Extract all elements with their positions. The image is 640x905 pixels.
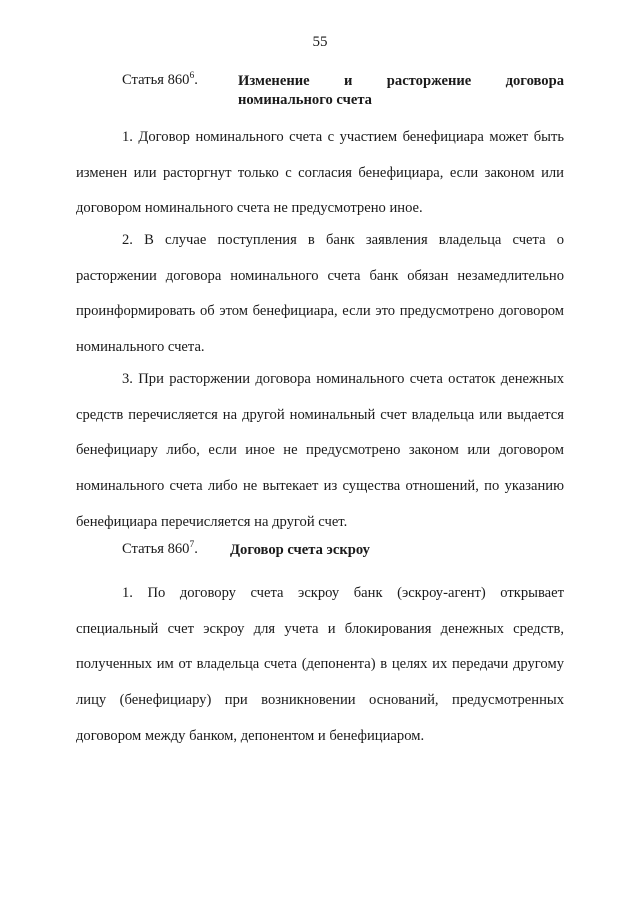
page-number: 55 [312,34,328,50]
article-label: Статья $860^6$. [122,71,198,88]
paragraph: 2. В случае поступления в банк заявления владельца счета о расторжении договора номинального счета банк обязан незамедлительно проинформировать об этом бенефициара, если это предусмотрено договором номинального счета. [76,232,564,356]
article-title: Договор счета эскроу [230,542,370,558]
article-superscript: 7 [189,540,195,550]
article-label: Статья $860^7$. [122,540,198,557]
paragraph: 3. При расторжении договора номинального счета остаток денежных средств перечисляется на другой номинальный счет владельца или выдается бенефициару либо, если иное не предусмотрено законом или договором номинального счета либо не вытекает из существа отношений, по указанию бенефициара перечисляется на другой счет. [76,371,564,530]
paragraph: 1. По договору счета эскроу банк (эскроу-агент) открывает специальный счет эскроу для учета и блокирования денежных средств, полученных им от владельца счета (депонента) в целях их передачи другому лицу (бенефициару) при возникновении оснований, предусмотренных договором между банком, депонентом и бенефициаром. [76,585,564,744]
article-title: Изменение и расторжение договора номинального счета [238,73,564,108]
article-860-6-heading [76,72,564,112]
article-superscript: 6 [189,71,195,81]
paragraph: 1. Договор номинального счета с участием бенефициара может быть изменен или расторгнут только с согласия бенефициара, если законом или договором номинального счета не предусмотрено иное. [76,129,564,217]
